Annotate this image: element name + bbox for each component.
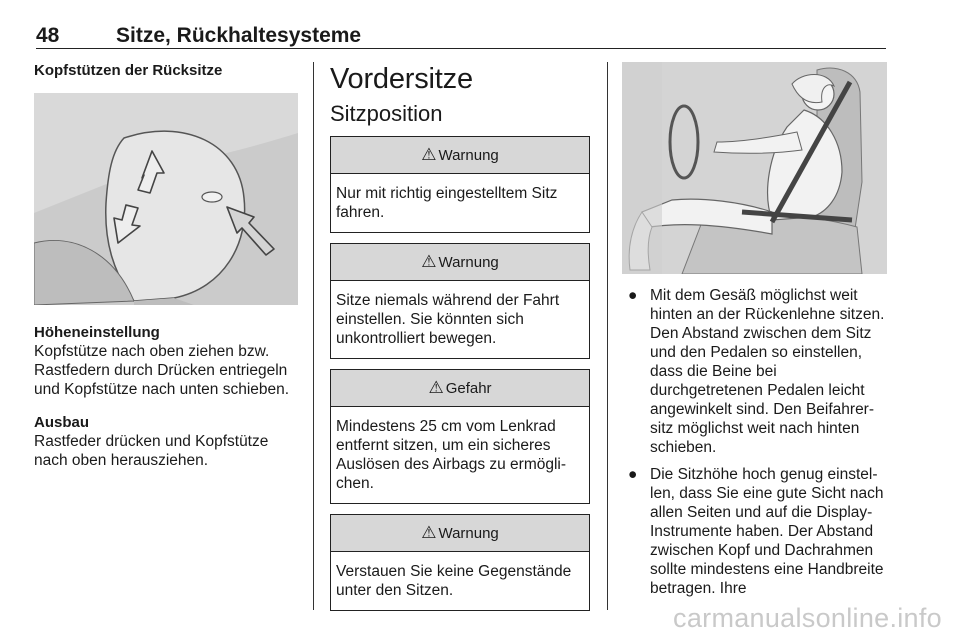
bullet-text: Mit dem Gesäß möglichst weit hinten an der Rückenlehne sitzen. Den Abstand zwischen dem Sitz und den Pedalen so einstellen, dass die Beine bei durchgetretenen Pedalen leicht angewinkelt sind. Den Beifahrer-sitz möglichst weit nach hinten schieben. (650, 287, 885, 456)
headrest-illustration (34, 93, 298, 305)
warning-box (330, 514, 590, 611)
height-adjust-text: Kopfstütze nach oben ziehen bzw. Rastfedern durch Drücken entriegeln und Kopfstütze nach unten schieben. (34, 343, 290, 398)
watermark: carmanualsonline.info (673, 603, 942, 633)
seating-instructions-list (622, 286, 890, 598)
danger-text: Mindestens 25 cm vom Lenkrad entfernt sitzen, um ein sicheres Auslösen des Airbags zu ermögli-chen. (336, 418, 567, 492)
driver-seat-illustration (622, 62, 887, 274)
warning-box (330, 243, 590, 359)
column-divider (313, 62, 314, 610)
warning-triangle-icon: ⚠ (421, 252, 437, 271)
right-column (622, 62, 890, 606)
bullet-icon: ● (628, 466, 638, 483)
warning-triangle-icon: ⚠ (428, 378, 444, 397)
warning-box-header (331, 244, 589, 281)
section-heading-front-seats: Vordersitze (330, 63, 473, 95)
warning-box-header (331, 515, 589, 552)
danger-box-header (331, 370, 589, 407)
page-number: 48 (36, 24, 60, 47)
warning-text: Sitze niemals während der Fahrt einstellen. Sie könnten sich unkontrolliert bewegen. (336, 292, 560, 347)
warning-text: Nur mit richtig eingestelltem Sitz fahren. (336, 185, 558, 221)
column-divider (607, 62, 608, 610)
removal-text: Rastfeder drücken und Kopfstütze nach oben herausziehen. (34, 433, 269, 469)
danger-label: Gefahr (445, 379, 492, 397)
section-heading-rear-headrests: Kopfstützen der Rücksitze (34, 62, 223, 79)
warning-box-header (331, 137, 589, 174)
page-header (36, 24, 886, 49)
warning-triangle-icon: ⚠ (421, 523, 437, 542)
bullet-icon: ● (628, 287, 638, 304)
bullet-text: Die Sitzhöhe hoch genug einstel-len, dass Sie eine gute Sicht nach allen Seiten und auf die Display-Instrumente haben. Der Abstand zwischen Kopf und Dachrahmen sollte mindestens eine Handbreite betragen. Ihre (650, 466, 884, 597)
danger-box (330, 369, 590, 504)
height-adjust-title: Höheneinstellung (34, 324, 160, 341)
list-item (622, 286, 890, 457)
list-item (622, 465, 890, 598)
subheading-seat-position: Sitzposition (330, 101, 443, 126)
removal-title: Ausbau (34, 414, 90, 431)
warning-label: Warnung (438, 253, 499, 271)
warning-label: Warnung (438, 524, 499, 542)
warning-box (330, 136, 590, 233)
left-column (34, 62, 299, 470)
middle-column (330, 62, 592, 611)
warning-triangle-icon: ⚠ (421, 145, 437, 164)
warning-label: Warnung (438, 146, 499, 164)
chapter-title: Sitze, Rückhaltesysteme (116, 24, 362, 47)
warning-text: Verstauen Sie keine Gegenstände unter den Sitzen. (336, 563, 572, 599)
